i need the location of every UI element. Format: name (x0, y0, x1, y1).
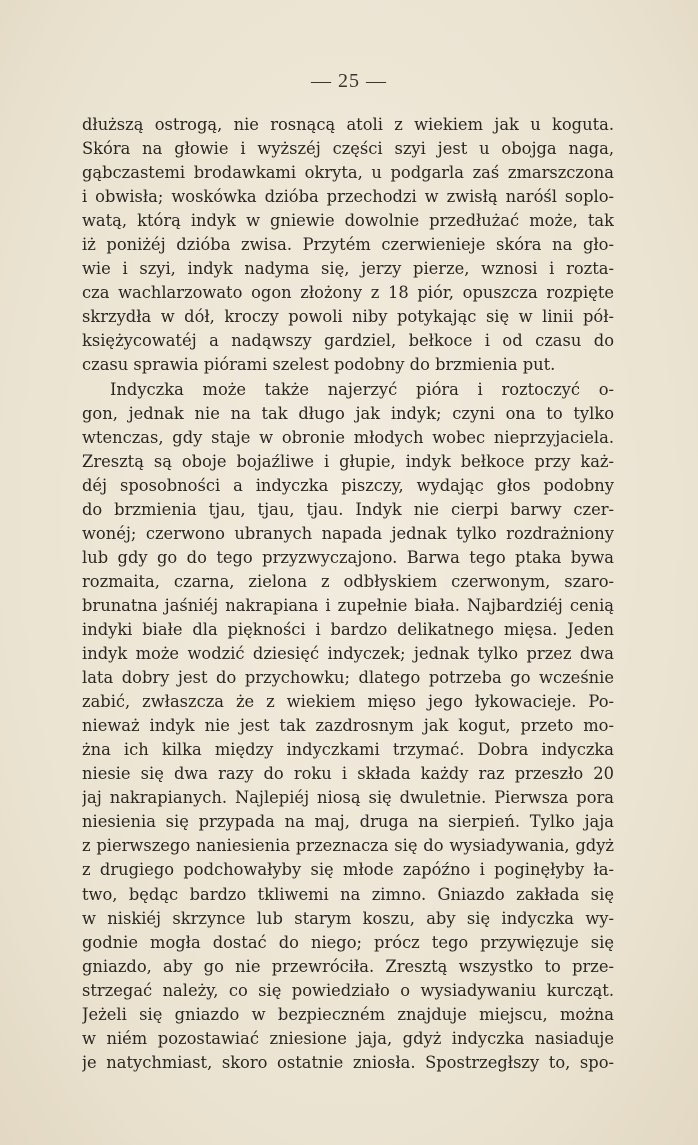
text-line: żna ich kilka między indyczkami trzymać. Dobra indyczka (82, 740, 614, 760)
text-line: z pierwszego naniesienia przeznacza się do wysiadywania, gdyż (82, 836, 614, 856)
body-text (82, 113, 614, 1075)
text-line: wonéj; czerwono ubranych napada jednak tylko rozdrażniony (82, 523, 614, 543)
text-line: two, będąc bardzo tkliwemi na zimno. Gniazdo zakłada się (82, 884, 614, 904)
text-line: déj sposobności a indyczka piszczy, wydając głos podobny (82, 475, 614, 495)
text-line: i obwisła; woskówka dzióba przechodzi w zwisłą naróśl soplo- (82, 187, 614, 207)
text-line: dłuższą ostrogą, nie rosnącą atoli z wiekiem jak u koguta. (82, 115, 614, 134)
text-line: Jeżeli się gniazdo w bezpieczném znajduje miejscu, można (82, 1004, 614, 1024)
text-line: indyk może wodzić dziesięć indyczek; jednak tylko przez dwa (82, 644, 614, 664)
text-line: godnie mogła dostać do niego; prócz tego przywięzuje się (82, 932, 614, 952)
text-line: z drugiego podchowałyby się młode zapóźno i poginęłyby ła- (82, 860, 614, 880)
text-line: nieważ indyk nie jest tak zazdrosnym jak kogut, przeto mo- (82, 716, 614, 736)
text-line: cza wachlarzowato ogon złożony z 18 piór, opuszcza rozpięte (82, 283, 614, 303)
text-line: w niém pozostawiać zniesione jaja, gdyż indyczka nasiaduje (82, 1028, 614, 1048)
page-number: — 25 — (311, 70, 387, 92)
text-line: skrzydła w dół, kroczy powoli niby potykając się w linii pół- (82, 307, 614, 327)
text-line: Skóra na głowie i wyższéj części szyi jest u obojga naga, (82, 139, 614, 159)
text-line: strzegać należy, co się powiedziało o wysiadywaniu kurcząt. (82, 980, 614, 1000)
text-line: gon, jednak nie na tak długo jak indyk; czyni ona to tylko (82, 403, 614, 423)
text-line: Zresztą są oboje bojaźliwe i głupie, indyk bełkoce przy każ- (82, 451, 614, 471)
text-line: lub gdy go do tego przyzwyczajono. Barwa tego ptaka bywa (82, 547, 614, 567)
text-line: wtenczas, gdy staje w obronie młodych wobec nieprzyjaciela. (82, 427, 614, 447)
text-line: je natychmiast, skoro ostatnie zniosła. Spostrzegłszy to, spo- (82, 1052, 614, 1072)
text-line: brunatna jaśniéj nakrapiana i zupełnie biała. Najbardziéj cenią (82, 595, 614, 615)
text-line: czasu sprawia piórami szelest podobny do brzmienia put. (82, 355, 556, 375)
text-line: zabić, zwłaszcza że z wiekiem mięso jego łykowacieje. Po- (82, 692, 614, 712)
text-line: niesie się dwa razy do roku i składa każdy raz przeszło 20 (82, 764, 614, 784)
text-line: indyki białe dla piękności i bardzo delikatnego mięsa. Jeden (82, 619, 614, 639)
text-line: gniazdo, aby go nie przewróciła. Zresztą wszystko to prze- (82, 956, 614, 976)
text-line: niesienia się przypada na maj, druga na sierpień. Tylko jaja (82, 812, 614, 832)
text-line: gąbczastemi brodawkami okryta, u podgarla zaś zmarszczona (82, 163, 614, 183)
text-line: jaj nakrapianych. Najlepiéj niosą się dwuletnie. Pierwsza pora (82, 788, 614, 808)
text-line: Indyczka może także najerzyć pióra i roztoczyć o- (110, 379, 614, 399)
text-line: rozmaita, czarna, zielona z odbłyskiem czerwonym, szaro- (82, 571, 614, 591)
text-line: w niskiéj skrzynce lub starym koszu, aby się indyczka wy- (82, 908, 614, 928)
text-line: lata dobry jest do przychowku; dlatego potrzeba go wcześnie (82, 668, 614, 688)
text-line: watą, którą indyk w gniewie dowolnie przedłużać może, tak (82, 211, 614, 231)
text-line: wie i szyi, indyk nadyma się, jerzy pierze, wznosi i rozta- (82, 259, 614, 279)
text-line: księżycowatéj a nadąwszy gardziel, bełkoce i od czasu do (82, 331, 614, 351)
text-line: do brzmienia tjau, tjau, tjau. Indyk nie cierpi barwy czer- (82, 499, 614, 519)
text-line: iż poniżéj dzióba zwisa. Przytém czerwienieje skóra na gło- (82, 235, 614, 255)
